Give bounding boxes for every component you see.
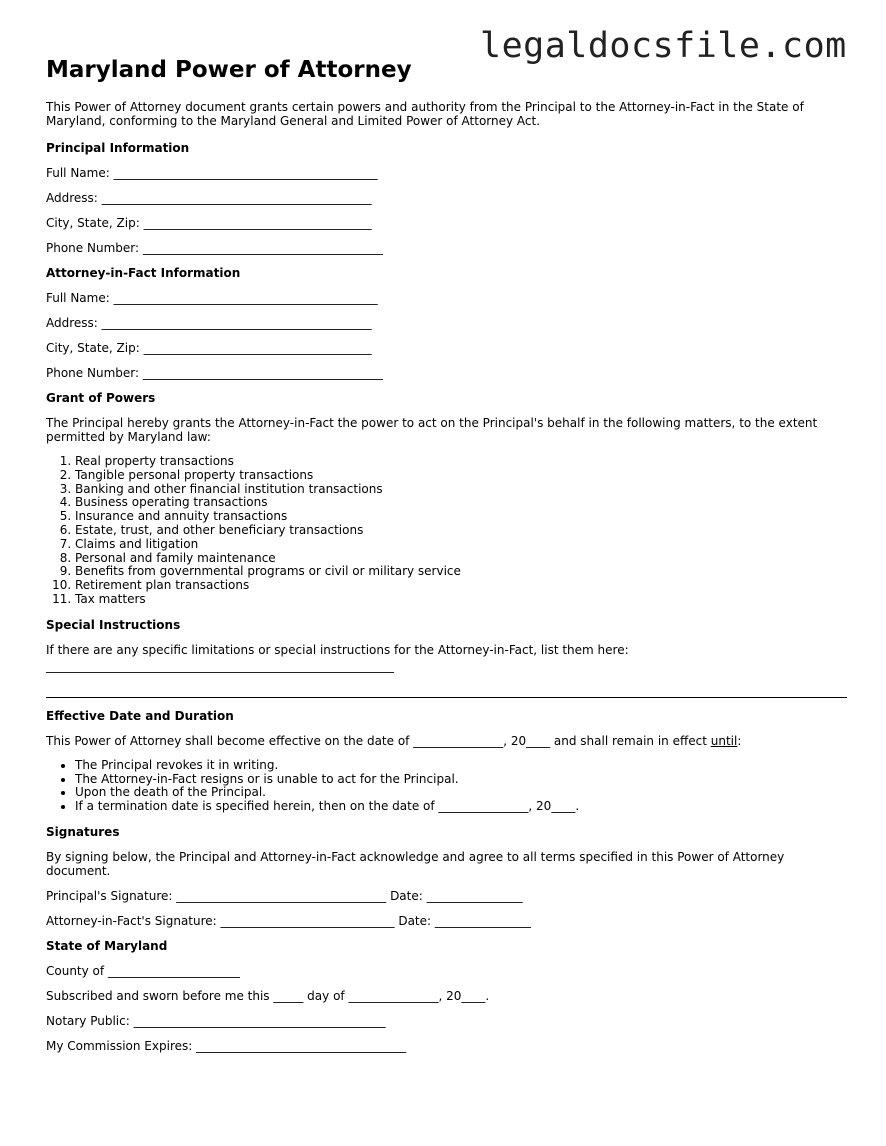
list-item: 4. Business operating transactions	[75, 496, 851, 510]
county-field: County of ______________________	[46, 963, 240, 978]
effective-text: This Power of Attorney shall become effective on the date of _______________, 20____ and shall remain in effect	[46, 733, 711, 748]
list-item: 8. Personal and family maintenance	[75, 552, 851, 566]
list-item: 3. Banking and other financial institution transactions	[75, 483, 851, 497]
watermark: legaldocsfile.com	[480, 26, 847, 66]
list-item: 5. Insurance and annuity transactions	[75, 510, 851, 524]
termination-list	[46, 759, 851, 814]
effective-colon: :	[737, 733, 742, 748]
until-word: until	[710, 733, 738, 748]
attorney-full-name-field: Full Name: ____________________________________________	[46, 291, 378, 305]
list-item: 1. Real property transactions	[75, 455, 851, 469]
principal-address-field: Address: _____________________________________________	[46, 191, 372, 205]
intro-paragraph: This Power of Attorney document grants certain powers and authority from the Principal to the Attorney-in-Fact in the State of Maryland, conforming to the Maryland General and Limited Power of Attorney Act.	[46, 100, 804, 128]
list-item: • The Attorney-in-Fact resigns or is unable to act for the Principal.	[75, 773, 851, 787]
attorney-signature-line: Attorney-in-Fact's Signature: _____________________________ Date: ________________	[46, 913, 531, 928]
attorney-heading: Attorney-in-Fact Information	[46, 266, 241, 280]
document-title: Maryland Power of Attorney	[46, 57, 412, 83]
powers-list	[46, 455, 851, 607]
notary-heading: State of Maryland	[46, 938, 168, 953]
list-item: 10. Retirement plan transactions	[75, 579, 851, 593]
principal-phone-field: Phone Number: ________________________________________	[46, 241, 383, 255]
grant-paragraph: The Principal hereby grants the Attorney-in-Fact the power to act on the Principal's behalf in the following matters, to the extent permitted by Maryland law:	[46, 416, 818, 444]
list-item: 11. Tax matters	[75, 593, 851, 607]
special-heading: Special Instructions	[46, 617, 181, 632]
signatures-paragraph: By signing below, the Principal and Attorney-in-Fact acknowledge and agree to all terms specified in this Power of Attorney document.	[46, 849, 785, 878]
list-item: • The Principal revokes it in writing.	[75, 759, 851, 773]
special-blank-line: __________________________________________________________	[46, 658, 394, 673]
divider	[46, 697, 847, 698]
principal-signature-line: Principal's Signature: ___________________________________ Date: ________________	[46, 888, 523, 903]
special-paragraph: If there are any specific limitations or special instructions for the Attorney-in-Fact, list them here:	[46, 642, 629, 657]
signatures-heading: Signatures	[46, 824, 120, 839]
list-item: 7. Claims and litigation	[75, 538, 851, 552]
notary-public-field: Notary Public: __________________________________________	[46, 1013, 386, 1028]
attorney-city-field: City, State, Zip: ______________________________________	[46, 341, 372, 355]
sworn-field: Subscribed and sworn before me this _____ day of _______________, 20____.	[46, 988, 490, 1003]
grant-heading: Grant of Powers	[46, 391, 156, 405]
principal-heading: Principal Information	[46, 141, 190, 155]
principal-full-name-field: Full Name: ____________________________________________	[46, 166, 378, 180]
principal-city-field: City, State, Zip: ______________________________________	[46, 216, 372, 230]
list-item: 6. Estate, trust, and other beneficiary transactions	[75, 524, 851, 538]
document	[46, 56, 851, 1064]
list-item: 9. Benefits from governmental programs or civil or military service	[75, 565, 851, 579]
attorney-address-field: Address: _____________________________________________	[46, 316, 372, 330]
effective-heading: Effective Date and Duration	[46, 708, 234, 723]
list-item: • If a termination date is specified herein, then on the date of _______________, 20____.	[75, 800, 851, 814]
commission-expires-field: My Commission Expires: ___________________________________	[46, 1038, 407, 1053]
list-item: 2. Tangible personal property transactions	[75, 469, 851, 483]
attorney-phone-field: Phone Number: ________________________________________	[46, 366, 383, 380]
effective-paragraph	[46, 734, 851, 748]
list-item: • Upon the death of the Principal.	[75, 786, 851, 800]
